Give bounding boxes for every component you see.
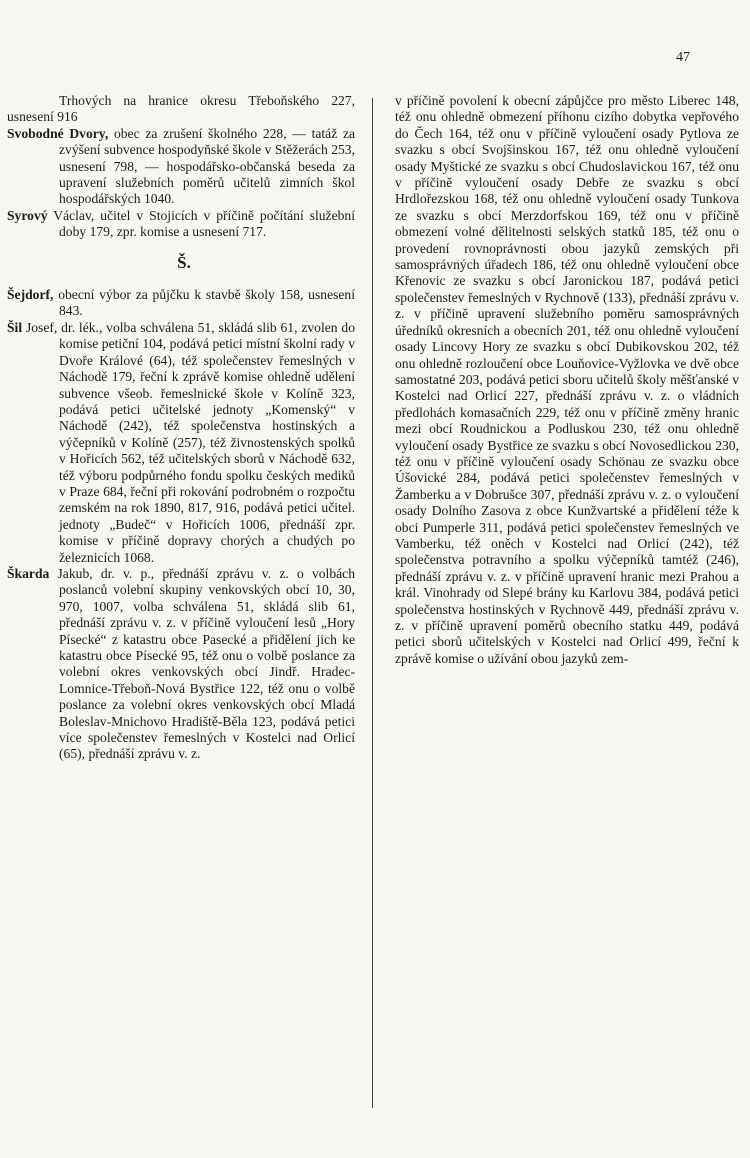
column-divider	[372, 98, 373, 1108]
entry-head: Šejdorf,	[7, 287, 54, 303]
index-entry-syrovy	[7, 208, 355, 241]
page-number: 47	[676, 50, 690, 65]
index-entry-svobodne-dvory	[7, 126, 355, 208]
entry-head: Škarda	[7, 565, 50, 581]
index-entry-skarda	[7, 566, 355, 763]
entry-text: obec za zrušení školného 228, — tatáž za zvýšení subvence hospodyňské škole v Stěžerách 253, usnesení 798, — hospodářsko-občanská beseda za upravení služebních poměrů učitelů zimních škol hospodářských 1040.	[59, 125, 356, 207]
entry-text: Josef, dr. lék., volba schválena 51, skládá slib 61, zvolen do komise petiční 104, podává petici místní školní rady v Dvoře Králové (64), též společenstev řemeslných v Náchodě 179, řeční k zprávě komise ohledně udělení subvence všeob. řemeslnické škole v Kolíně 323, podává petici učitelské jednoty „Komenský“ v Náchodě (242), též společenstva hostinských a výčepníků v Kolíně (257), též živnostenských spolků v Hořicích 562, též učitelských sborů v Náchodě 632, též výboru podpůrného fondu spolku českých mediků v Praze 684, řeční při rokování podrobném o rozpočtu zemském na rok 1890, 817, 916, podává petici učitel. jednoty „Budeč“ v Hořicích 1006, přednáší zpr. komise v příčině dopravy chorých a chudých po železnicích 1068.	[22, 319, 355, 565]
entry-text: obecní výbor za půjčku k stavbě školy 158, usnesení 843.	[53, 287, 355, 319]
entry-head: Syrový	[7, 207, 48, 223]
index-entry-sil	[7, 320, 355, 566]
right-column-text: v příčině povolení k obecní zápůjčce pro město Liberec 148, též onu ohledně obmezení příhonu cizího dobytka vepřového do Čech 164, též onu v příčině vyloučení osady Pytlova ze svazku s obcí Svojšinskou 167, též onu ohledně vyloučení osady Myštické ze svazku s obcí Chudoslavickou 167, též onu v příčině vyloučení osady Debře ze svazku s obcí Hrdlořezskou 168, též onu ohledně vyloučení osady Tunkova ze svazku s obcí Merzdorfskou 169, též onu v příčině obmezení volné dělitelnosti selských statků 185, též onu o provedení rovnoprávnosti obou jazyků zemských při samosprávných úřadech 186, též onu ohledně vyloučení obce Křenovic ze svazku s obcí Jaronickou 187, podává petici společenstev řemeslných v Rychnově (133), přednáší zprávu v. z. v příčině upravení služebního poměru samosprávných úředníků okresních a obecních 201, též onu ohledně vyloučení osady Lincovy Hory ze svazku s obcí Dubikovskou 202, též onu ohledně rozloučení obce Louňovice-Vyžlovka ve dvě obce samostatné 203, podává petici sboru učitelů školy měšťanské v Kostelci nad Orlicí 227, přednáší zprávu v. z. o vládních předlohách komasačních 229, též onu v příčině změny hranic mezi obcí Roudnickou a Podluskou 230, též onu ohledně vyloučení osady Bystřice ze svazku s obcí Novosedlickou 230, též onu v příčině vyloučení osady Schönau ze svazku obce Úšovické 284, podává petici společenstev řemeslných v Žamberku a v Dobrušce 307, přednáší zprávu v. z. o vyloučení osady Dolního Zasova z obce Kunžvartské a přidělení téže k obci Pumperle 311, podává petici společenstev řemeslných ve Vamberku, též oněch v Kostelci nad Orlicí (242), též společenstva potravního a spolku výčepníků tamtéž (246), přednáší zprávu v. z. v příčině upravení hranic mezi Prahou a král. Vinohrady od Slepé brány ku Karlovu 384, podává petici společenstva hostinských v Rychnově 449, přednáší zprávu v. z. v příčině upravení poměrů obecního statku 449, podává petici sborů učitelských v Kostelci nad Orlicí 499, řeční k zprávě komise o užívání obou jazyků zem-	[395, 93, 739, 666]
index-entry-sejdorf	[7, 287, 355, 320]
entry-text: Jakub, dr. v. p., přednáší zprávu v. z. o volbách poslanců volební skupiny venkovských obcí 10, 30, 970, 1007, volba schválena 51, skládá slib 61, přednáší zprávu v. z. v příčině vyloučení lesů „Hory Písecké“ z katastru obce Pasecké a přidělení jich ke katastru obce Písecké 95, též onu o volbě poslance za volební okres venkovských obcí Jindř. Hradec-Lomnice-Třeboň-Nová Bystřice 122, též onu o volbě poslance za volební okres venkovských obcí Mladá Boleslav-Mnichovo Hradiště-Běla 123, podává petici více společenstev řemeslných v Kostelci nad Orlicí (65), přednáší zprávu v. z.	[49, 565, 355, 762]
right-column	[395, 93, 739, 667]
entry-head: Svobodné Dvory,	[7, 125, 109, 141]
section-letter: Š.	[177, 252, 191, 272]
left-column	[7, 93, 355, 763]
entry-text: Václav, učitel v Stojicích v příčině počítání služební doby 179, zpr. komise a usnesení 717.	[47, 207, 355, 240]
entry-head: Šil	[7, 319, 23, 335]
continuation-entry: Trhových na hranice okresu Třeboňského 227, usnesení 916	[7, 93, 355, 125]
